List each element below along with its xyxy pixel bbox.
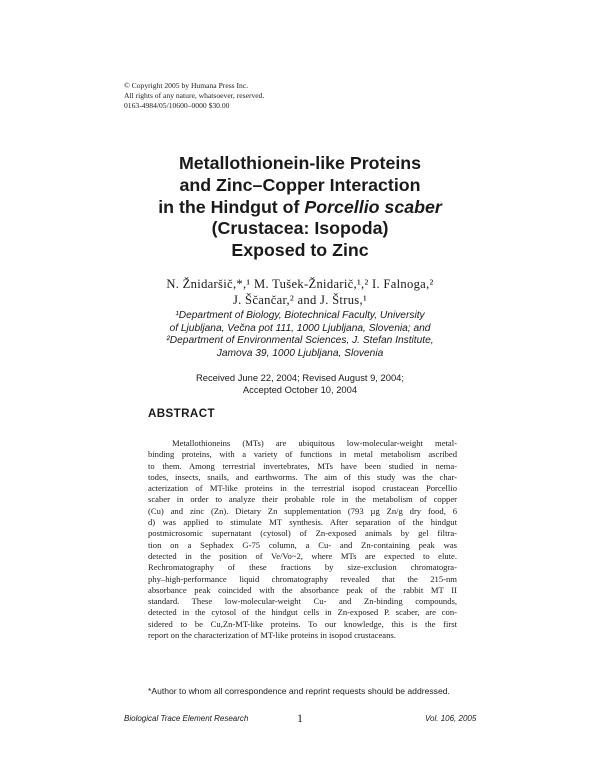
title-line: (Crustacea: Isopoda) — [211, 218, 389, 239]
author-line: J. Ščančar,² and J. Štrus,¹ — [232, 293, 368, 307]
abstract-heading: ABSTRACT — [148, 407, 215, 420]
date-line: Received June 22, 2004; Revised August 9, 2004; — [196, 372, 404, 383]
affiliation-line: of Ljubljana, Večna pot 111, 1000 Ljubljana, Slovenia; and — [169, 322, 431, 334]
submission-dates — [100, 372, 500, 396]
abstract-line: phy–high-performance liquid chromatography revealed that the 215-nm — [148, 573, 457, 584]
affiliation-line: ¹Department of Biology, Biotechnical Faculty, University — [175, 310, 425, 321]
affiliation-line: Jamova 39, 1000 Ljubljana, Slovenia — [216, 347, 384, 359]
abstract-line: report on the characterization of MT-like proteins in isopod crustaceans. — [148, 630, 396, 641]
page-number: 1 — [297, 711, 303, 725]
author-line: N. Žnidaršič,*,¹ M. Tušek-Žnidarič,¹,² I. Falnoga,² — [166, 277, 434, 291]
abstract-line: d) was applied to stimulate MT synthesis. After separation of the hindgut — [148, 517, 457, 528]
abstract-line: tion on a Sephadex G-75 column, a Cu- and Zn-containing peak was — [148, 539, 457, 550]
abstract-line: (Cu) and zinc (Zn). Dietary Zn supplementation (793 µg Zn/g dry food, 6 — [148, 505, 457, 516]
rights-line: All rights of any nature, whatsoever, reserved. — [124, 91, 265, 100]
affiliations — [100, 310, 500, 360]
abstract-body — [148, 438, 457, 641]
title-line: Metallothionein-like Proteins — [178, 153, 422, 173]
article-title — [100, 153, 500, 262]
issn-line: 0163-4984/05/10600–0000 $30.00 — [124, 101, 230, 110]
title-line: Exposed to Zinc — [231, 240, 369, 261]
abstract-line: binding proteins, with a variety of functions in metal metabolism ascribed — [148, 449, 457, 460]
journal-name: Biological Trace Element Research — [124, 714, 249, 723]
title-text: in the Hindgut of — [158, 196, 305, 217]
abstract-line: detected in the position of Ve/Vo~2, where MTs are expected to elute. — [148, 550, 457, 561]
title-line — [100, 197, 500, 219]
abstract-line: postmicrosomic supernatant (cytosol) of Zn-exposed animals by gel filtra- — [148, 528, 457, 539]
copyright-line: © Copyright 2005 by Humana Press Inc. — [124, 81, 249, 90]
abstract-line: to them. Among terrestrial invertebrates, MTs have been studied in nema- — [148, 460, 457, 471]
correspondence-footnote: *Author to whom all correspondence and reprint requests should be addressed. — [148, 686, 450, 696]
abstract-line: Rechromatography of these fractions by size-exclusion chromatogra- — [148, 562, 457, 573]
species-name: Porcellio scaber — [304, 196, 442, 217]
abstract-line: Metallothioneins (MTs) are ubiquitous low-molecular-weight metal- — [172, 438, 457, 448]
date-line: Accepted October 10, 2004 — [242, 384, 358, 395]
abstract-line: absorbance peak coincided with the absorbance peak of the rabbit MT II — [148, 584, 457, 595]
abstract-line: scaber in order to analyze their probable role in the metabolism of copper — [148, 494, 457, 505]
volume-info: Vol. 106, 2005 — [425, 714, 477, 723]
title-line: and Zinc–Copper Interaction — [179, 174, 421, 195]
abstract-line: sidered to be Cu,Zn-MT-like proteins. To our knowledge, this is the first — [148, 618, 457, 629]
abstract-line: acterization of MT-like proteins in the terrestrial isopod crustacean Porcellio — [148, 483, 457, 494]
abstract-line: todes, insects, snails, and earthworms. The aim of this study was the char- — [148, 471, 457, 482]
author-list — [100, 276, 500, 308]
copyright-notice — [124, 81, 264, 111]
abstract-line: detected in the cytosol of the hindgut cells in Zn-exposed P. scaber, are con- — [148, 607, 457, 618]
affiliation-line: ²Department of Environmental Sciences, J. Stefan Institute, — [166, 335, 434, 347]
abstract-line: standard. These low-molecular-weight Cu- and Zn-binding compounds, — [148, 596, 457, 607]
